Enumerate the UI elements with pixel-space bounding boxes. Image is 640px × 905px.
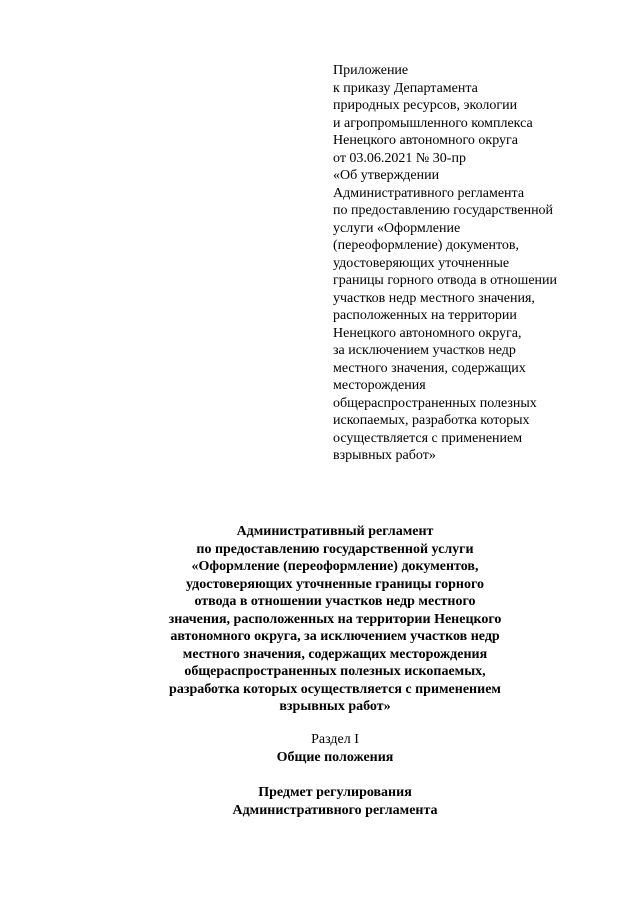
subject-heading [0, 784, 640, 819]
title-line: местного значения, содержащих месторождения [182, 646, 488, 662]
document-title [0, 523, 640, 716]
title-line: удостоверяющих уточненные границы горного [186, 576, 484, 592]
title-line: взрывных работ» [279, 699, 391, 714]
appendix-line: местного значения, содержащих [333, 360, 526, 376]
section-name: Общие положения [276, 749, 394, 765]
appendix-line: границы горного отвода в отношении [333, 273, 558, 288]
appendix-line: общераспространенных полезных [333, 395, 537, 411]
appendix-line: природных ресурсов, экологии [333, 98, 518, 113]
title-line: автономного округа, за исключением участков недр [170, 629, 500, 644]
appendix-line: Ненецкого автономного округа [333, 133, 518, 148]
title-line: разработка которых осуществляется с применением [169, 681, 501, 697]
appendix-line: Ненецкого автономного округа, [333, 325, 522, 341]
appendix-line: Административного регламента [333, 185, 525, 201]
section-heading [0, 731, 640, 766]
appendix-line: за исключением участков недр [333, 343, 516, 358]
title-line: Административный регламент [236, 524, 434, 539]
subject-line: Административного регламента [232, 802, 438, 818]
appendix-line: взрывных работ» [333, 448, 436, 463]
appendix-line: (переоформление) документов, [333, 238, 520, 253]
appendix-line: к приказу Департамента [333, 80, 478, 96]
title-line: общераспространенных полезных ископаемых, [184, 664, 486, 679]
section-number: Раздел I [311, 732, 359, 747]
subject-line: Предмет регулирования [258, 785, 412, 800]
appendix-line: осуществляется с применением [333, 430, 523, 446]
appendix-line: удостоверяющих уточненные [333, 255, 510, 271]
title-line: значения, расположенных на территории Ненецкого [168, 611, 502, 627]
title-line: по предоставлению государственной услуги [196, 541, 474, 557]
appendix-line: расположенных на территории [333, 308, 517, 323]
appendix-line: ископаемых, разработка которых [333, 413, 530, 428]
appendix-line: месторождения [333, 378, 426, 393]
appendix-block [333, 62, 633, 465]
appendix-line: «Об утверждении [333, 168, 440, 183]
appendix-line: и агропромышленного комплекса [333, 115, 533, 131]
appendix-line: участков недр местного значения, [333, 290, 535, 306]
appendix-line: услуги «Оформление [333, 220, 461, 236]
title-line: отвода в отношении участков недр местного [194, 594, 476, 609]
appendix-line: по предоставлению государственной [333, 203, 554, 218]
appendix-line: от 03.06.2021 № 30-пр [333, 150, 466, 166]
title-line: «Оформление (переоформление) документов, [191, 559, 479, 574]
appendix-line: Приложение [333, 63, 409, 78]
